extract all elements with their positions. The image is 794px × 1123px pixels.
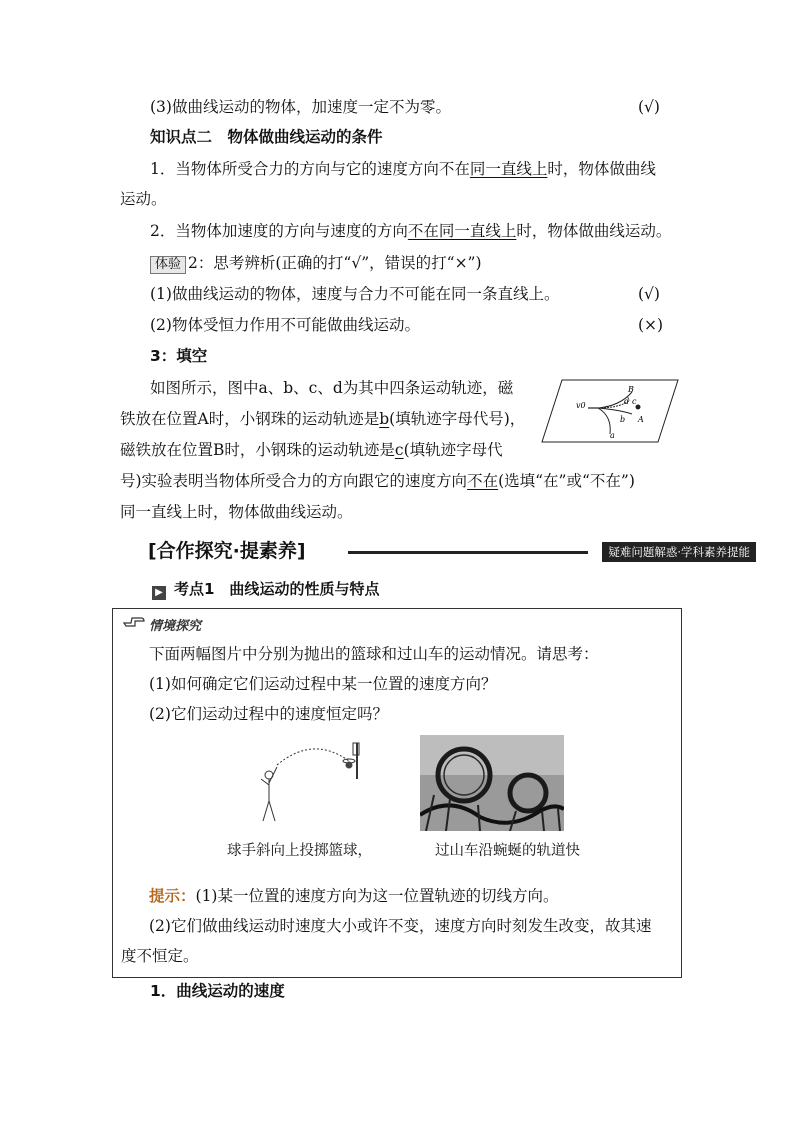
condition-2: 2．当物体加速度的方向与速度的方向不在同一直线上时，物体做曲线运动。 <box>150 222 672 240</box>
trajectory-figure <box>540 376 680 446</box>
judge-1-mark: (√) <box>638 285 660 303</box>
basketball-throw-image <box>253 739 363 829</box>
label-b: b <box>620 415 626 424</box>
experience-tag: 体验 <box>150 256 186 274</box>
scenario-header: 情境探究 <box>149 619 202 634</box>
condition-1-cont: 运动。 <box>120 190 167 208</box>
caption-basketball: 球手斜向上投掷篮球， <box>227 843 372 859</box>
tip-label: 提示： <box>149 886 196 905</box>
label-c: c <box>632 397 637 406</box>
hand-pointer-icon <box>123 615 145 629</box>
play-triangle-icon: ▶ <box>152 586 166 600</box>
tip-line-1: 提示：(1)某一位置的速度方向为这一位置轨迹的切线方向。 <box>149 886 559 905</box>
fill-line-1: 如图所示，图中a、b、c、d为其中四条运动轨迹，磁 <box>150 379 514 397</box>
label-d: d <box>624 397 630 406</box>
label-v0: v0 <box>576 401 586 410</box>
fill-line-3: 磁铁放在位置B时，小钢珠的运动轨迹是c(填轨迹字母代 <box>120 441 503 459</box>
section-subtitle: 疑难问题解惑·学科素养提能 <box>602 542 756 562</box>
fill-blank-title: 3：填空 <box>150 347 208 365</box>
tip-line-2: (2)它们做曲线运动时速度大小或许不变，速度方向时刻发生改变，故其速 <box>149 917 652 935</box>
scenario-intro: 下面两幅图片中分别为抛出的篮球和过山车的运动情况。请思考： <box>149 645 599 663</box>
fill-line-4: 号)实验表明当物体所受合力的方向跟它的速度方向不在(选填“在”或“不在”) <box>120 472 635 490</box>
judge-1: (1)做曲线运动的物体，速度与合力不可能在同一条直线上。 <box>150 285 560 303</box>
judge-2-mark: (×) <box>638 316 664 334</box>
knowledge-point-2-title: 知识点二 物体做曲线运动的条件 <box>150 128 383 146</box>
fill-line-5: 同一直线上时，物体做曲线运动。 <box>120 503 353 521</box>
scenario-q1: (1)如何确定它们运动过程中某一位置的速度方向？ <box>149 675 497 693</box>
caption-roller-coaster: 过山车沿蜿蜒的轨道快 <box>435 843 580 859</box>
tip-line-3: 度不恒定。 <box>121 947 199 965</box>
mark-3: (√) <box>638 98 660 116</box>
scenario-box <box>112 608 682 978</box>
fill-line-2: 铁放在位置A时，小钢珠的运动轨迹是b(填轨迹字母代号)， <box>120 410 526 428</box>
section-header <box>148 536 756 562</box>
kaodian-title: ▶ 考点1 曲线运动的性质与特点 <box>152 578 379 600</box>
label-A: A <box>638 415 644 424</box>
line-3: (3)做曲线运动的物体，加速度一定不为零。 <box>150 98 451 116</box>
label-a: a <box>610 431 615 440</box>
judge-2: (2)物体受恒力作用不可能做曲线运动。 <box>150 316 420 334</box>
roller-coaster-image <box>420 735 564 831</box>
curve-velocity-heading: 1．曲线运动的速度 <box>150 982 285 1000</box>
scenario-q2: (2)它们运动过程中的速度恒定吗？ <box>149 705 388 723</box>
label-B: B <box>628 385 634 394</box>
condition-1: 1．当物体所受合力的方向与它的速度方向不在同一直线上时，物体做曲线 <box>150 160 656 178</box>
section-rule <box>348 551 588 554</box>
experience-2: 体验 2：思考辨析(正确的打“√”，错误的打“×”) <box>150 252 482 274</box>
section-title: [合作探究·提素养] <box>148 540 306 562</box>
